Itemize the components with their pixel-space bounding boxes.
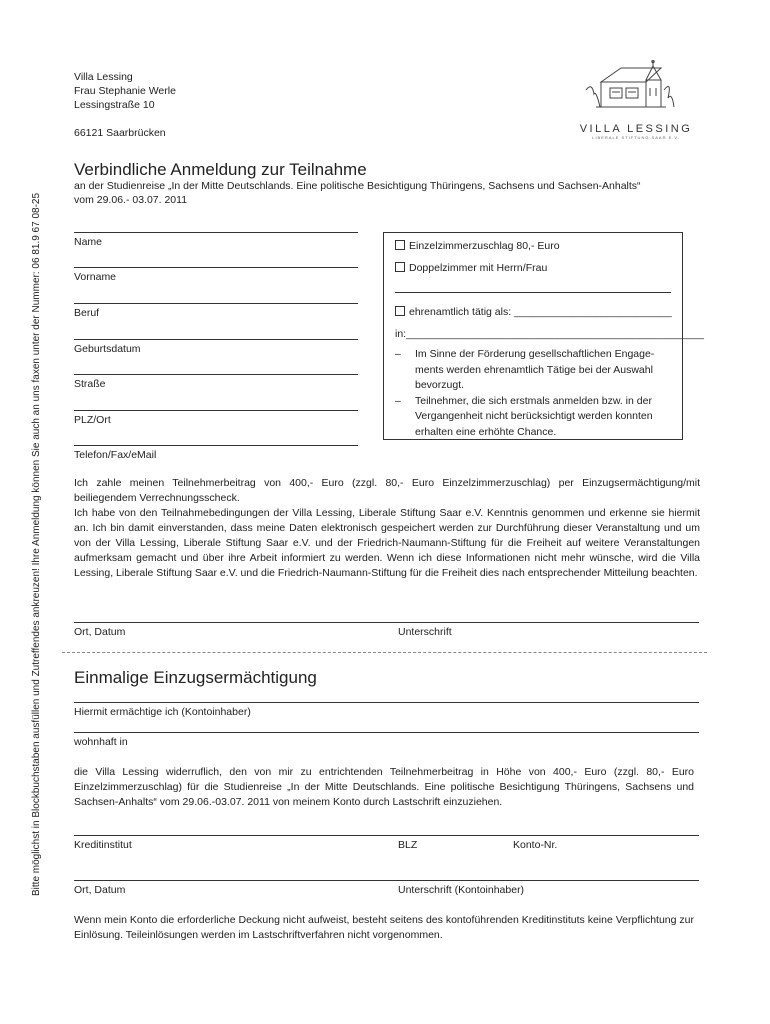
strasse-label: Straße xyxy=(74,378,106,390)
note2-text: Teilnehmer, die sich erstmals anmelden bzw. in der Vergangenheit nicht berücksichtigt werden konnten erhalten eine erhöhte Chance. xyxy=(415,394,653,438)
ort-datum-label: Ort, Datum xyxy=(74,626,126,638)
footer-note: Wenn mein Konto die erforderliche Deckung nicht aufweist, besteht seitens des kontoführenden Kreditinstituts keine Verpflichtung zur Einlösung. Teileinlösungen werden im Lastschriftverfahren nicht vorgenommen. xyxy=(74,914,694,941)
note1-text: Im Sinne der Förderung gesellschaftlichen Engage-ments werden ehrenamtlich Tätige bei der Auswahl bevorzugt. xyxy=(415,348,655,391)
wohnhaft-label: wohnhaft in xyxy=(74,736,128,748)
address-city: 66121 Saarbrücken xyxy=(74,127,166,139)
geburtsdatum-label: Geburtsdatum xyxy=(74,343,141,355)
consent-text: Ich habe von den Teilnahmebedingungen der Villa Lessing, Liberale Stiftung Saar e.V. Kenntnis genommen und erkenne sie hiermit an. Ich bin damit einverstanden, dass meine Daten elektronisch gespeichert werden zur Durchführung dieser Veranstaltung und um von der Villa Lessing, Liberale Stiftung Saar e.V. und der Friedrich-Naumann-Stiftung für die Freiheit auf weitere Veranstaltungen aufmerksam gemacht und über ihre Arbeit informiert zu werden. Wenn ich diese Informationen nicht mehr wünsche, wird die Villa Lessing, Liberale Stiftung Saar e.V. und die Friedrich-Naumann-Stiftung für die Freiheit dies nach entsprechender Mitteilung beachten. xyxy=(74,507,700,579)
beruf-line[interactable] xyxy=(74,303,358,304)
name-line[interactable] xyxy=(74,232,358,233)
address-block xyxy=(74,70,374,140)
plz-ort-label: PLZ/Ort xyxy=(74,414,111,426)
address-line2: Frau Stephanie Werle xyxy=(74,85,176,97)
kontoinhaber-top-line xyxy=(74,702,699,703)
section2-title: Einmalige Einzugsermächtigung xyxy=(74,668,317,687)
strasse-line[interactable] xyxy=(74,374,358,375)
unterschrift-kontoinhaber-label: Unterschrift (Kontoinhaber) xyxy=(398,884,525,896)
date-range: vom 29.06.- 03.07. 2011 xyxy=(74,194,188,206)
bank-line[interactable] xyxy=(74,835,699,836)
terms-paragraph xyxy=(74,476,700,581)
address-line3: Lessingstraße 10 xyxy=(74,99,155,111)
subtitle: an der Studienreise „In der Mitte Deutschlands. Eine politische Besichtigung Thüringens, Sachsens und Sachsen-Anhalts“ xyxy=(74,180,641,192)
in-field[interactable]: in:___________________________________________________ xyxy=(395,328,704,340)
telefon-line[interactable] xyxy=(74,445,358,446)
logo xyxy=(576,60,696,140)
checkbox-einzelzimmer[interactable] xyxy=(395,240,405,250)
ort-datum-label-2: Ort, Datum xyxy=(74,884,126,896)
blz-label: BLZ xyxy=(398,839,418,851)
kreditinstitut-label: Kreditinstitut xyxy=(74,839,132,851)
konto-label: Konto-Nr. xyxy=(513,839,558,851)
cut-line xyxy=(62,652,707,653)
doppelzimmer-label: Doppelzimmer mit Herrn/Frau xyxy=(409,262,548,274)
page-title: Verbindliche Anmeldung zur Teilnahme xyxy=(74,160,367,179)
logo-name: VILLA LESSING xyxy=(579,123,693,135)
notes-list xyxy=(395,347,681,440)
villa-house-icon xyxy=(576,60,696,114)
doppelzimmer-option[interactable] xyxy=(395,261,547,275)
unterschrift-label: Unterschrift xyxy=(398,626,452,638)
logo-tagline: LIBERALE STIFTUNG SAAR E.V. xyxy=(592,135,680,140)
payment-text: Ich zahle meinen Teilnehmerbeitrag von 400,- Euro (zzgl. 80,- Euro Einzelzimmerzuschlag) per Einzugsermächtigung/mit beiliegendem Verrechnungsscheck. xyxy=(74,477,700,504)
einzelzimmer-option[interactable] xyxy=(395,239,560,253)
geburtsdatum-line[interactable] xyxy=(74,339,358,340)
authorization-text: die Villa Lessing widerruflich, den von mir zu entrichtenden Teilnehmerbeitrag in Höhe von 400,- Euro (zzgl. 80,- Euro Einzelzimmerzuschlag) für die Studienreise „In der Mitte Deutschlands. Eine politische Besichtigung Thüringens, Sachsens und Sachsen-Anhalts“ vom 29.06.-03.07. 2011 von meinem Konto durch Lastschrift einzuziehen. xyxy=(74,766,694,808)
sidebar-instruction: Bitte möglichst in Blockbuchstaben ausfüllen und Zutreffendes ankreuzen! Ihre Anmeldung können Sie auch an uns faxen unter der Nummer: 06 81.9 67 08-25 xyxy=(31,192,42,896)
vorname-line[interactable] xyxy=(74,267,358,268)
partner-line[interactable] xyxy=(395,292,671,293)
signature2-line[interactable] xyxy=(74,880,699,881)
ehrenamtlich-option[interactable] xyxy=(395,305,672,319)
bullet-dash: – xyxy=(395,394,401,407)
signature1-line[interactable] xyxy=(74,622,699,623)
name-label: Name xyxy=(74,236,103,248)
kontoinhaber-line[interactable] xyxy=(74,732,699,733)
checkbox-doppelzimmer[interactable] xyxy=(395,262,405,272)
checkbox-ehrenamtlich[interactable] xyxy=(395,306,405,316)
beruf-label: Beruf xyxy=(74,307,100,319)
einzelzimmer-label: Einzelzimmerzuschlag 80,- Euro xyxy=(409,240,560,252)
kontoinhaber-label: Hiermit ermächtige ich (Kontoinhaber) xyxy=(74,706,251,718)
ehrenamtlich-label: ehrenamtlich tätig als: ___________________________ xyxy=(409,306,672,318)
vorname-label: Vorname xyxy=(74,271,117,283)
note-item xyxy=(395,347,681,394)
telefon-label: Telefon/Fax/eMail xyxy=(74,449,157,461)
address-line1: Villa Lessing xyxy=(74,71,133,83)
bullet-dash: – xyxy=(395,348,401,360)
note-item xyxy=(395,394,681,441)
plz-ort-line[interactable] xyxy=(74,410,358,411)
